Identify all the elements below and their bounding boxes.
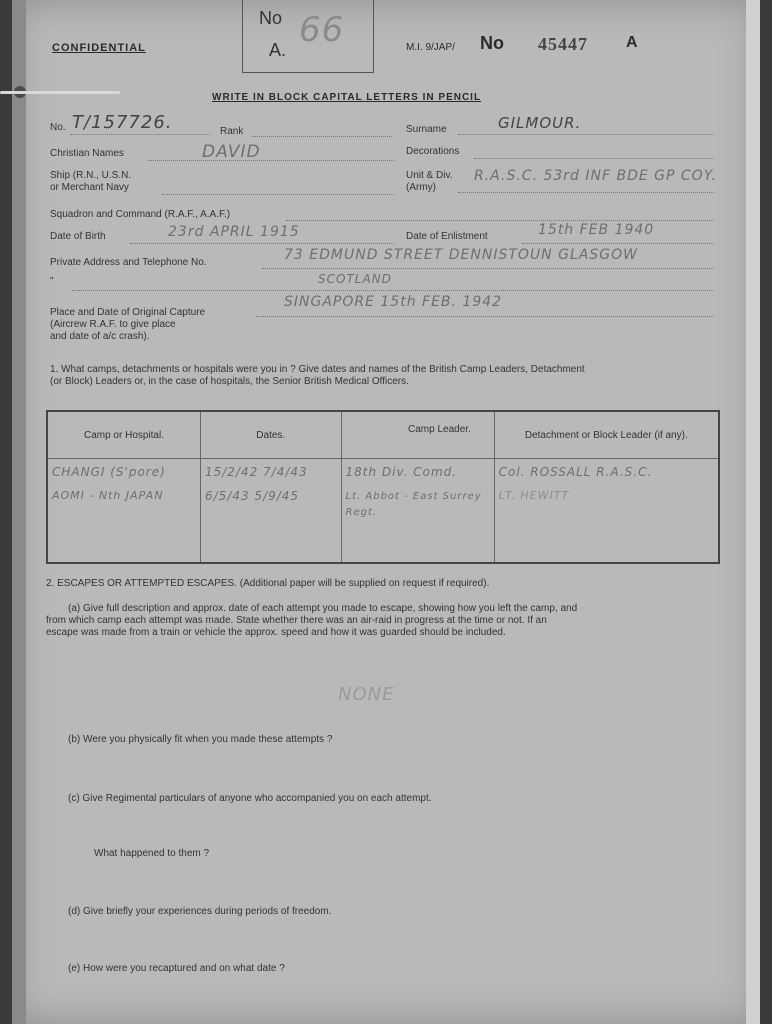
capture-label-line2: (Aircrew R.A.F. to give place <box>50 319 176 330</box>
dob-value: 23rd APRIL 1915 <box>168 224 300 240</box>
document-page <box>12 0 760 1024</box>
enlistment-rule <box>522 243 714 244</box>
camp-entry-1: CHANGI (S'pore) <box>52 465 166 479</box>
stamp-handwritten-number: 66 <box>299 10 345 50</box>
squadron-label: Squadron and Command (R.A.F., A.A.F.) <box>50 209 231 220</box>
camps-table <box>46 410 720 564</box>
rank-rule <box>252 136 392 137</box>
camp-leader-cell <box>341 459 494 564</box>
enlistment-value: 15th FEB 1940 <box>538 222 655 238</box>
leader-entry-1: 18th Div. Comd. <box>345 465 458 479</box>
squadron-rule <box>286 220 714 221</box>
section2-c: (c) Give Regimental particulars of anyone who accompanied you on each attempt. <box>68 793 432 804</box>
unit-rule <box>458 192 714 193</box>
unit-label-line1: Unit & Div. <box>406 170 453 181</box>
ref-prefix: M.I. 9/JAP/ <box>406 42 455 53</box>
confidential-heading: CONFIDENTIAL <box>52 42 146 54</box>
column-header-camp: Camp or Hospital. <box>47 411 200 459</box>
section2-title: 2. ESCAPES OR ATTEMPTED ESCAPES. (Additional paper will be supplied on request if required). <box>46 578 490 589</box>
column-header-camp-leader-text: Camp Leader. <box>408 424 471 435</box>
capture-label-line3: and date of a/c crash). <box>50 331 150 342</box>
capture-value: SINGAPORE 15th FEB. 1942 <box>284 294 503 310</box>
enlistment-label: Date of Enlistment <box>406 231 488 242</box>
christian-names-value: DAVID <box>202 142 261 162</box>
page-edge-left <box>12 0 26 1024</box>
address-ditto: " <box>50 276 54 287</box>
address-value-line1: 73 EDMUND STREET DENNISTOUN GLASGOW <box>284 247 638 263</box>
ref-number: 45447 <box>538 34 588 54</box>
detachment-entry-1: Col. ROSSALL R.A.S.C. <box>498 465 653 479</box>
detachment-entry-2: LT. HEWITT <box>498 489 570 502</box>
section2-e: (e) How were you recaptured and on what date ? <box>68 963 285 974</box>
section1-question-line2: (or Block) Leaders or, in the case of hospitals, the Senior British Medical Officers. <box>50 376 409 387</box>
stamp-letter: A. <box>269 40 287 60</box>
christian-names-rule <box>148 160 394 161</box>
section2-a-line1: (a) Give full description and approx. date of each attempt you made to escape, showing how you left the camp, and <box>68 603 578 614</box>
binding-string <box>0 91 120 94</box>
camp-entry-2: AOMI - Nth JAPAN <box>52 489 164 502</box>
section2-b: (b) Were you physically fit when you made these attempts ? <box>68 734 333 745</box>
ref-suffix: A <box>626 34 638 51</box>
address-rule-1 <box>262 268 714 269</box>
camp-cell <box>47 459 200 564</box>
camps-table-header-row <box>47 411 719 459</box>
dates-entry-2: 6/5/43 5/9/45 <box>204 489 300 503</box>
surname-value: GILMOUR. <box>498 114 582 132</box>
dob-label: Date of Birth <box>50 231 106 242</box>
surname-rule <box>458 134 714 135</box>
stamp-no: No <box>259 8 283 28</box>
unit-value: R.A.S.C. 53rd INF BDE GP COY. <box>474 168 717 184</box>
escape-answer: NONE <box>338 684 395 705</box>
table-row <box>47 459 719 564</box>
ship-label-line1: Ship (R.N., U.S.N. <box>50 170 132 181</box>
ship-rule <box>162 194 394 195</box>
christian-names-label: Christian Names <box>50 148 124 159</box>
decorations-rule <box>474 158 714 159</box>
no-label: No. <box>50 122 66 133</box>
leader-entry-2: Lt. Abbot - East Surrey Regt. <box>345 491 482 518</box>
address-label: Private Address and Telephone No. <box>50 257 207 268</box>
no-rule <box>70 134 210 135</box>
section2-a-line2: from which camp each attempt was made. State whether there was an air-raid in progress at the time or not. If an <box>46 615 547 626</box>
section2-a-line3: escape was made from a train or vehicle the approx. speed and how it was guarded should be included. <box>46 627 506 638</box>
capture-label-line1: Place and Date of Original Capture <box>50 307 206 318</box>
dates-cell <box>200 459 341 564</box>
address-value-line2: SCOTLAND <box>318 272 392 286</box>
surname-label: Surname <box>406 124 447 135</box>
decorations-label: Decorations <box>406 146 460 157</box>
column-header-detachment: Detachment or Block Leader (if any). <box>494 411 719 459</box>
capture-rule <box>256 316 714 317</box>
section2-d: (d) Give briefly your experiences during periods of freedom. <box>68 906 332 917</box>
section1-question-line1: 1. What camps, detachments or hospitals were you in ? Give dates and names of the British Camp Leaders, Detachment <box>50 364 585 375</box>
rank-label: Rank <box>220 126 244 137</box>
column-header-dates: Dates. <box>200 411 341 459</box>
stamp-box <box>242 0 374 73</box>
dob-rule <box>130 243 394 244</box>
unit-label-line2: (Army) <box>406 182 436 193</box>
ship-label-line2: or Merchant Navy <box>50 182 129 193</box>
detachment-cell <box>494 459 719 564</box>
no-value: T/157726. <box>72 112 173 133</box>
section2-c-followup: What happened to them ? <box>94 848 210 859</box>
ref-no-label: No <box>480 33 504 53</box>
page-edge-right <box>746 0 760 1024</box>
dates-entry-1: 15/2/42 7/4/43 <box>204 465 308 479</box>
instruction-heading: WRITE IN BLOCK CAPITAL LETTERS IN PENCIL <box>212 92 482 103</box>
address-rule-2 <box>72 290 714 291</box>
